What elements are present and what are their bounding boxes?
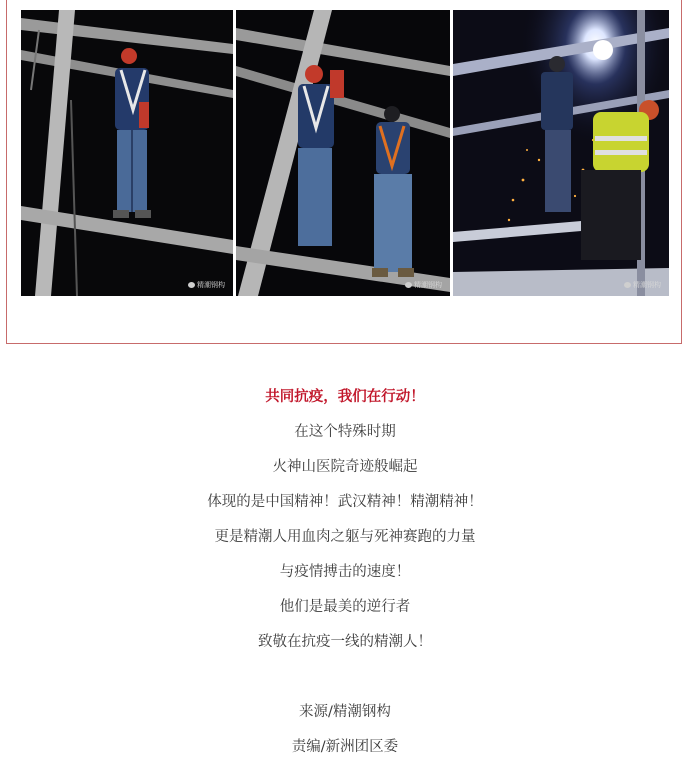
article-line: 在这个特殊时期 xyxy=(294,424,396,440)
two-workers-image xyxy=(236,10,450,296)
article-line: 体现的是中国精神！武汉精神！精潮精神！ xyxy=(207,494,483,510)
photo-watermark xyxy=(188,280,225,290)
article-text xyxy=(0,380,690,765)
article-line: 火神山医院奇迹般崛起 xyxy=(272,459,418,475)
worker-on-beam-image xyxy=(21,10,233,296)
photo-watermark xyxy=(624,280,661,290)
wechat-icon xyxy=(188,282,195,288)
blank-line xyxy=(0,660,690,695)
article-editor: 责编/新洲团区委 xyxy=(291,739,399,755)
article-line: 与疫情搏击的速度！ xyxy=(279,564,411,580)
welding-image xyxy=(453,10,669,296)
article-line: 更是精潮人用血肉之躯与死神赛跑的力量 xyxy=(214,529,476,545)
watermark-text: 精潮钢构 xyxy=(414,281,442,289)
article-line: 致敬在抗疫一线的精潮人！ xyxy=(258,634,432,650)
watermark-text: 精潮钢构 xyxy=(633,281,661,289)
wechat-icon xyxy=(405,282,412,288)
photo-welding[interactable] xyxy=(453,10,669,296)
wechat-icon xyxy=(624,282,631,288)
article-line: 他们是最美的逆行者 xyxy=(279,599,411,615)
watermark-text: 精潮钢构 xyxy=(197,281,225,289)
photo-frame xyxy=(6,0,682,344)
photo-worker-on-beam[interactable] xyxy=(21,10,233,296)
photo-two-workers[interactable] xyxy=(236,10,450,296)
photo-watermark xyxy=(405,280,442,290)
article-title: 共同抗疫，我们在行动！ xyxy=(265,389,425,405)
article-source: 来源/精潮钢构 xyxy=(299,704,391,720)
